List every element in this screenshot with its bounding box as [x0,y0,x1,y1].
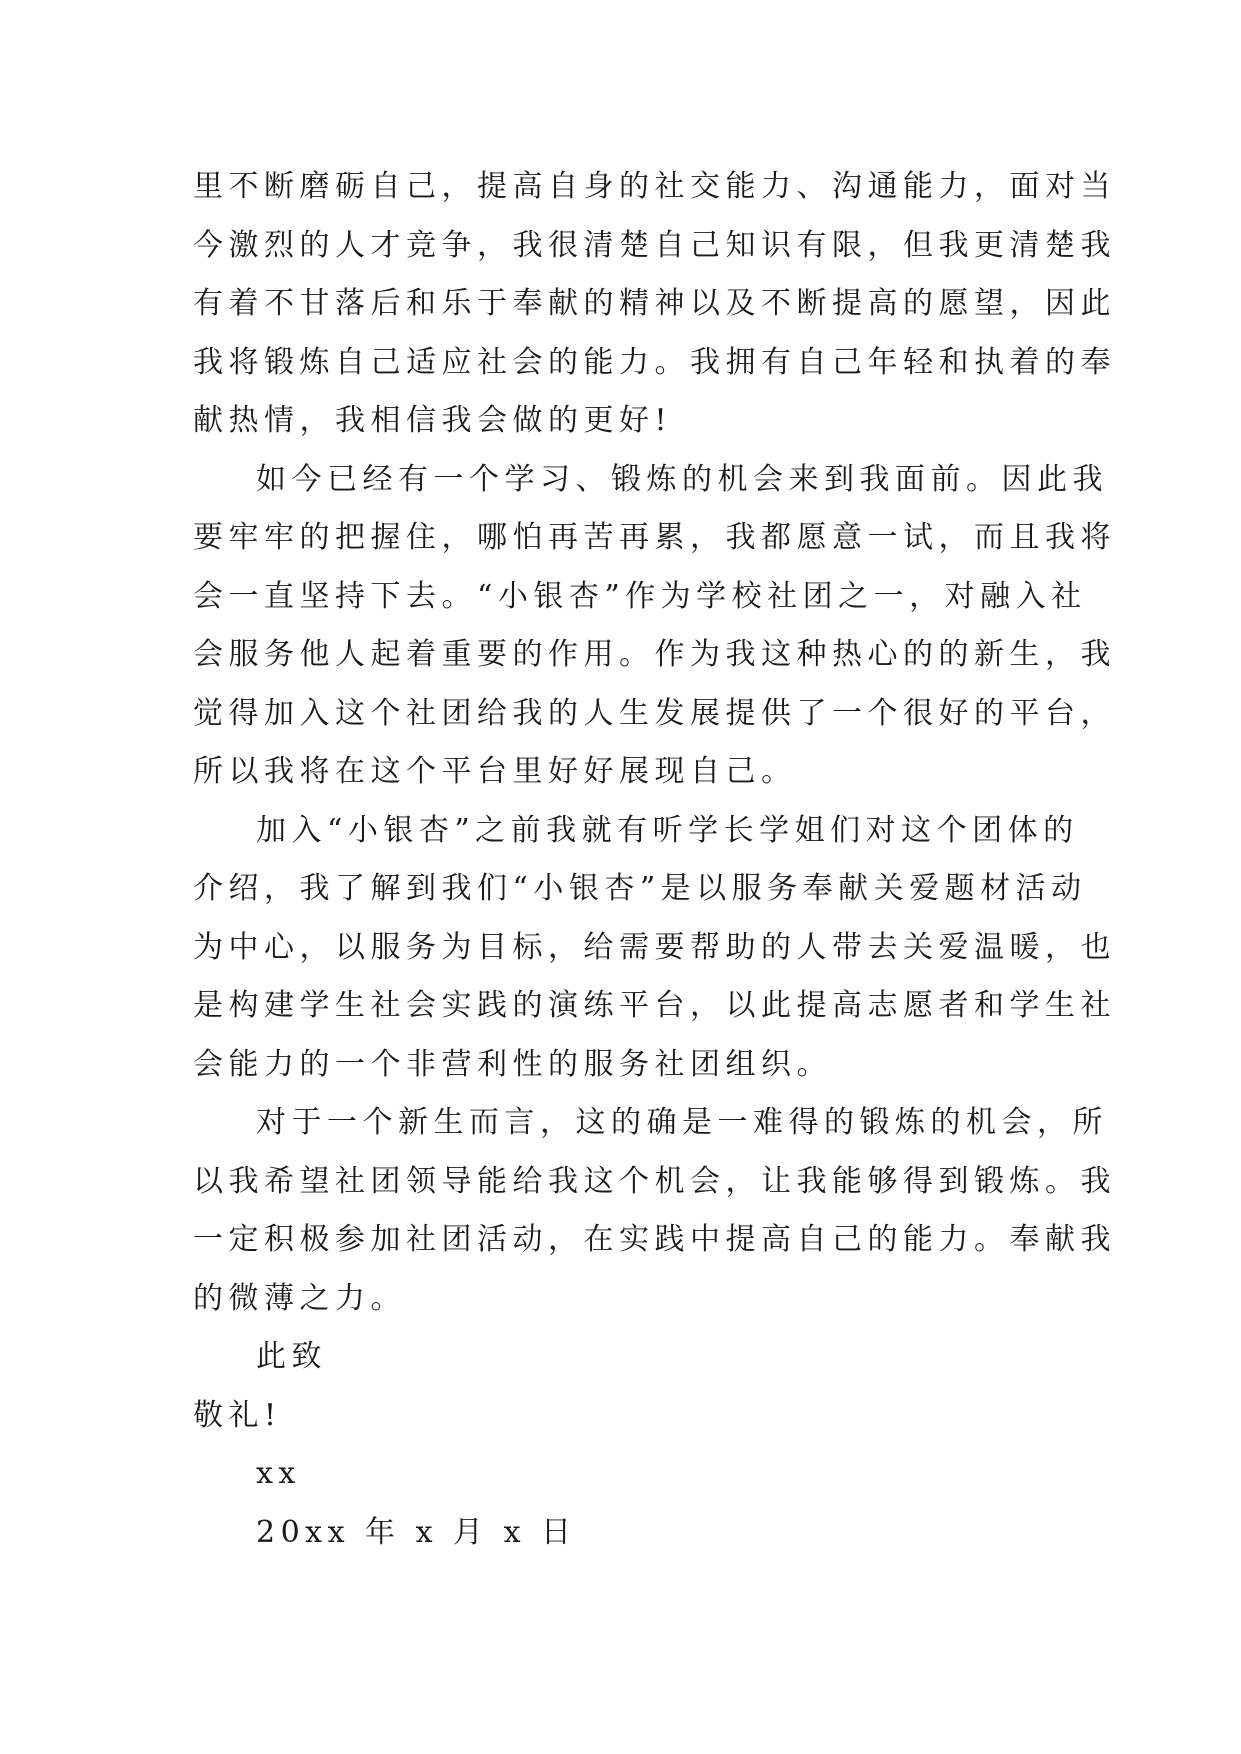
text-line: 要牢牢的把握住，哪怕再苦再累，我都愿意一试，而且我将 [193,520,1116,555]
text-line: 的微薄之力。 [193,1280,406,1316]
text-line: 觉得加入这个社团给我的人生发展提供了一个很好的平台， [193,695,1116,731]
text-line: 所以我将在这个平台里好好展现自己。 [193,754,797,789]
text-line: 20xx 年 x 月 x 日 [256,1514,577,1550]
text-line: 我将锻炼自己适应社会的能力。我拥有自己年轻和执着的奉 [193,344,1116,380]
text-line: xx [256,1456,301,1491]
text-line: 里不断磨砺自己，提高自身的社交能力、沟通能力，面对当 [193,169,1116,204]
text-line: 以我希望社团领导能给我这个机会，让我能够得到锻炼。我 [193,1163,1116,1199]
text-line: 献热情，我相信我会做的更好! [193,403,673,438]
text-line: 介绍，我了解到我们“小银杏”是以服务奉献关爱题材活动 [193,871,1087,906]
text-line: 此致 [256,1339,327,1374]
text-line: 会能力的一个非营利性的服务社团组织。 [193,1046,832,1082]
text-line: 今激烈的人才竞争，我很清楚自己知识有限，但我更清楚我 [193,227,1116,263]
text-line: 会服务他人起着重要的作用。作为我这种热心的的新生，我 [193,637,1116,672]
text-line: 对于一个新生而言，这的确是一难得的锻炼的机会，所 [256,1105,1108,1140]
text-line: 有着不甘落后和乐于奉献的精神以及不断提高的愿望，因此 [193,286,1116,321]
letter-body [193,158,1116,1562]
text-line: 会一直坚持下去。“小银杏”作为学校社团之一，对融入社 [193,578,1087,614]
text-line: 一定积极参加社团活动，在实践中提高自己的能力。奉献我 [193,1222,1116,1257]
text-line: 为中心，以服务为目标，给需要帮助的人带去关爱温暖，也 [193,929,1116,965]
text-line: 敬礼! [193,1397,282,1433]
text-line: 加入“小银杏”之前我就有听学长学姐们对这个团体的 [256,812,1079,848]
text-line: 是构建学生社会实践的演练平台，以此提高志愿者和学生社 [193,988,1116,1023]
text-line: 如今已经有一个学习、锻炼的机会来到我面前。因此我 [256,461,1108,497]
